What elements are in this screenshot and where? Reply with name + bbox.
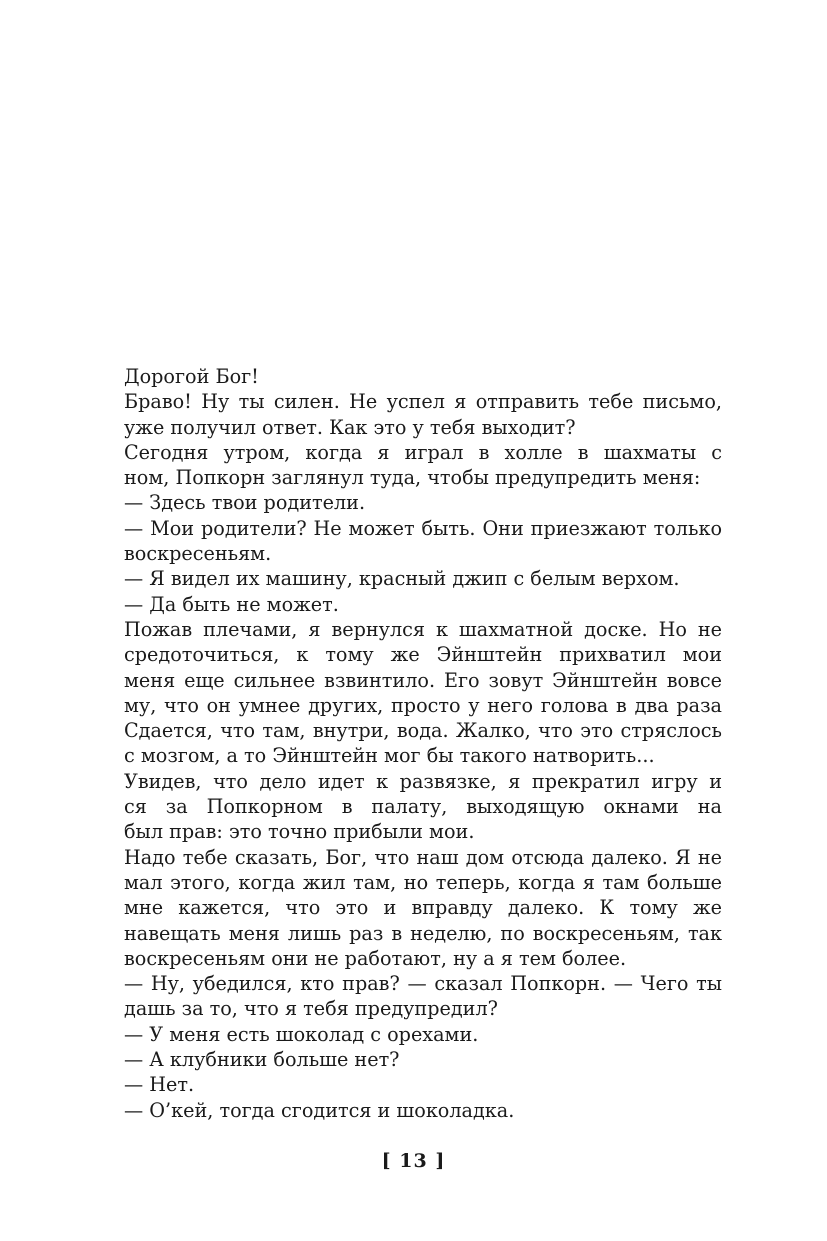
text-line: Дорогой Бог! xyxy=(124,365,259,388)
text-line: меня еще сильнее взвинтило. Его зовут Эйнштейн вовсе xyxy=(124,668,722,692)
text-line: — Да быть не может. xyxy=(124,592,339,616)
text-line: Увидев, что дело идет к развязке, я прекратил игру и xyxy=(124,769,722,793)
text-line: мал этого, когда жил там, но теперь, когда я там больше xyxy=(124,870,722,894)
text-line: — Ну, убедился, кто прав? — сказал Попкорн. — Чего ты xyxy=(124,972,722,996)
text-line: — О’кей, тогда сгодится и шоколадка. xyxy=(124,1098,515,1122)
text-line: был прав: это точно прибыли мои. xyxy=(124,820,475,844)
text-line: Сдается, что там, внутри, вода. Жалко, что это стряслось xyxy=(124,719,722,743)
text-line: му, что он умнее других, просто у него голова в два раза xyxy=(124,693,722,717)
text-line: ся за Попкорном в палату, выходящую окнами на xyxy=(124,795,722,819)
text-line: — А клубники больше нет? xyxy=(124,1048,400,1072)
body-text xyxy=(124,364,722,1123)
text-line: — Нет. xyxy=(124,1073,195,1097)
text-line: Сегодня утром, когда я играл в холле в шахматы с xyxy=(124,440,722,464)
text-line: ном, Попкорн заглянул туда, чтобы предупредить меня: xyxy=(124,466,701,490)
text-line: — У меня есть шоколад с орехами. xyxy=(124,1022,479,1046)
text-line: Браво! Ну ты силен. Не успел я отправить тебе письмо, xyxy=(124,390,722,414)
text-line: дашь за то, что я тебя предупредил? xyxy=(124,997,498,1021)
text-line: воскресеньям они не работают, ну а я тем более. xyxy=(124,946,627,970)
text-line: мне кажется, что это и вправду далеко. К тому же xyxy=(124,896,722,920)
text-line: с мозгом, а то Эйнштейн мог бы такого натворить... xyxy=(124,744,655,768)
text-line: — Я видел их машину, красный джип с белым верхом. xyxy=(124,567,680,591)
page-number: [ 13 ] xyxy=(381,1150,446,1172)
text-line: Надо тебе сказать, Бог, что наш дом отсюда далеко. Я не xyxy=(124,845,722,869)
text-line: — Мои родители? Не может быть. Они приезжают только xyxy=(124,516,722,540)
text-line: навещать меня лишь раз в неделю, по воскресеньям, так xyxy=(124,921,722,945)
text-line: — Здесь твои родители. xyxy=(124,491,366,515)
text-line: средоточиться, к тому же Эйнштейн прихватил мои xyxy=(124,643,722,667)
text-line: воскресеньям. xyxy=(124,542,272,566)
text-line: Пожав плечами, я вернулся к шахматной доске. Но не xyxy=(124,617,722,641)
text-line: уже получил ответ. Как это у тебя выходит? xyxy=(124,415,576,439)
